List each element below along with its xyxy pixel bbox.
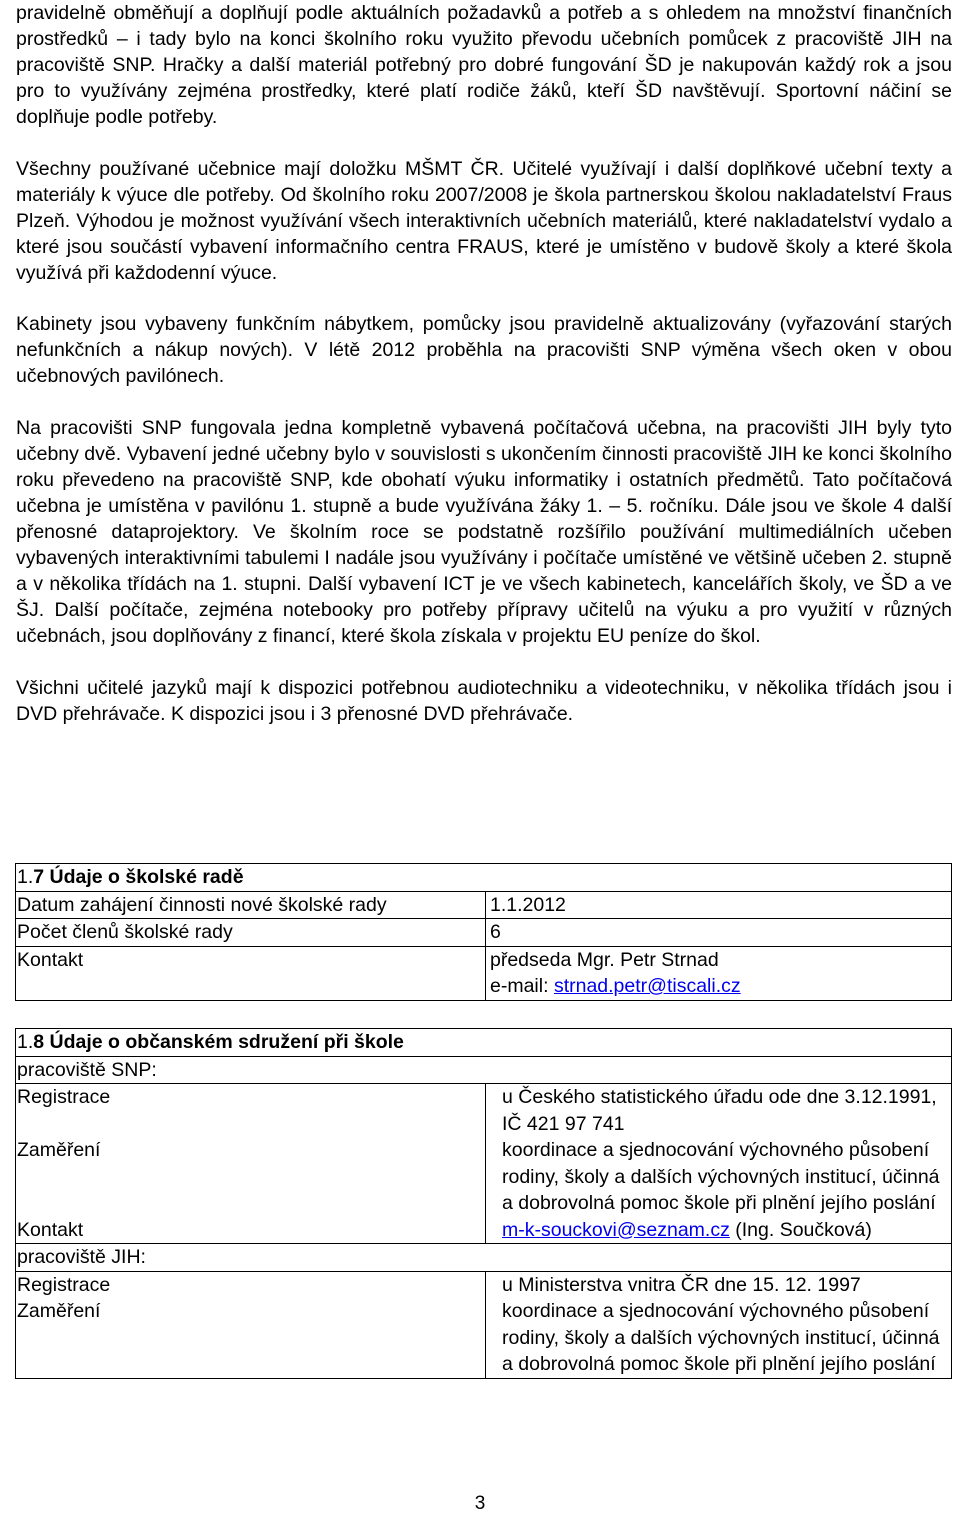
table-row [16, 1217, 952, 1244]
field-label: Registrace [16, 1271, 486, 1298]
section-heading-civic-association: 1.8 Údaje o občanském sdružení při škole [16, 1029, 952, 1057]
table-row [16, 1056, 952, 1084]
table-row [16, 919, 952, 947]
field-label: Registrace [16, 1084, 486, 1138]
table-row [16, 946, 952, 1000]
table-row [16, 1271, 952, 1298]
paragraph-textbooks: Všechny používané učebnice mají doložku MŠMT ČR. Učitelé využívají i další doplňkové učební texty a materiály k výuce dle potřeby. Od školního roku 2007/2008 je škola partnerskou školou nakladatelství Fraus Plzeň. Výhodou je možnost využívání všech interaktivních učebních materiálů, které nakladatelství vydalo a které jsou součástí vybavení informačního centra FRAUS, které je umístěno v budově školy a které škola využívá při každodenní výuce. [16, 158, 952, 284]
field-value: m-k-souckovi@seznam.cz (Ing. Součková) [486, 1217, 952, 1244]
field-label: Počet členů školské rady [16, 919, 486, 947]
field-label: Kontakt [16, 946, 486, 1000]
table-row [16, 1244, 952, 1272]
field-value: koordinace a sjednocování výchovného působení rodiny, školy a dalších výchovných institucí, účinná a dobrovolná pomoc škole při plnění jejího poslání [486, 1298, 952, 1378]
section-heading-school-board: 1.7 Údaje o školské radě [16, 864, 952, 892]
field-value: koordinace a sjednocování výchovného působení rodiny, školy a dalších výchovných institucí, účinná a dobrovolná pomoc škole při plnění jejího poslání [486, 1137, 952, 1217]
association-email-link[interactable]: m-k-souckovi@seznam.cz [502, 1218, 730, 1241]
school-board-table [15, 863, 952, 1001]
workplace-heading-jih: pracoviště JIH: [16, 1244, 952, 1272]
table-row [16, 1137, 952, 1217]
board-email-line: e-mail: strnad.petr@tiscali.cz [490, 975, 741, 997]
workplace-heading-snp: pracoviště SNP: [16, 1056, 952, 1084]
field-value: u Českého statistického úřadu ode dne 3.12.1991, IČ 421 97 741 [486, 1084, 952, 1138]
civic-association-table [15, 1028, 952, 1379]
table-row [16, 1298, 952, 1378]
document-page [16, 0, 952, 727]
field-value: 6 [486, 919, 952, 947]
paragraph-cabinets: Kabinety jsou vybaveny funkčním nábytkem, pomůcky jsou pravidelně aktualizovány (vyřazování starých nefunkčních a nákup nových). V létě 2012 proběhla na pracovišti SNP výměna všech oken v obou učebnových pavilónech. [16, 313, 952, 387]
field-value: u Ministerstva vnitra ČR dne 15. 12. 1997 [486, 1271, 952, 1298]
board-chair: předseda Mgr. Petr Strnad [490, 948, 719, 971]
field-value [486, 946, 952, 1000]
board-email-link[interactable]: strnad.petr@tiscali.cz [553, 975, 741, 997]
paragraph-learning-aids: pravidelně obměňují a doplňují podle aktuálních požadavků a potřeb a s ohledem na množství finančních prostředků – i tady bylo na konci školního roku využito převodu učebních pomůcek z pracoviště JIH na pracoviště SNP. Hračky a další materiál potřebný pro dobré fungování ŠD je nakupován každý rok a jsou pro to využívány zejména prostředky, které platí rodiče žáků, kteří ŠD navštěvují. Sportovní náčiní se doplňuje podle potřeby. [16, 2, 952, 128]
field-value: 1.1.2012 [486, 891, 952, 919]
field-label: Datum zahájení činnosti nové školské rady [16, 891, 486, 919]
page-number: 3 [474, 1493, 486, 1514]
field-label: Zaměření [16, 1298, 486, 1378]
table-row [16, 1084, 952, 1138]
paragraph-computer-rooms: Na pracovišti SNP fungovala jedna kompletně vybavená počítačová učebna, na pracovišti JIH byly tyto učebny dvě. Vybavení jedné učebny bylo v souvislosti s ukončením činnosti pracoviště JIH ke konci školního roku převedeno na pracoviště SNP, kde obohatí výuku informatiky i ostatních předmětů. Tato počítačová učebna je umístěna v pavilónu 1. stupně a bude využívána žáky 1. – 5. ročníku. Dále jsou ve škole 4 další přenosné dataprojektory. Ve školním roce se podstatně rozšířilo používání multimediálních učeben vybavených interaktivními tabulemi I nadále jsou využívány i počítače umístěné ve většině učeben 2. stupně a v několika třídách na 1. stupni. Další vybavení ICT je ve všech kabinetech, kancelářích školy, ve ŠD a ve ŠJ. Další počítače, zejména notebooky pro potřeby přípravy učitelů na výuku a pro využití v různých učebnách, jsou doplňovány z financí, které škola získala v projektu EU peníze do škol. [16, 417, 952, 647]
field-label: Kontakt [16, 1217, 486, 1244]
field-label: Zaměření [16, 1137, 486, 1217]
paragraph-language-equipment: Všichni učitelé jazyků mají k dispozici potřebnou audiotechniku a videotechniku, v několika třídách jsou i DVD přehrávače. K dispozici jsou i 3 přenosné DVD přehrávače. [16, 677, 952, 725]
table-row [16, 891, 952, 919]
